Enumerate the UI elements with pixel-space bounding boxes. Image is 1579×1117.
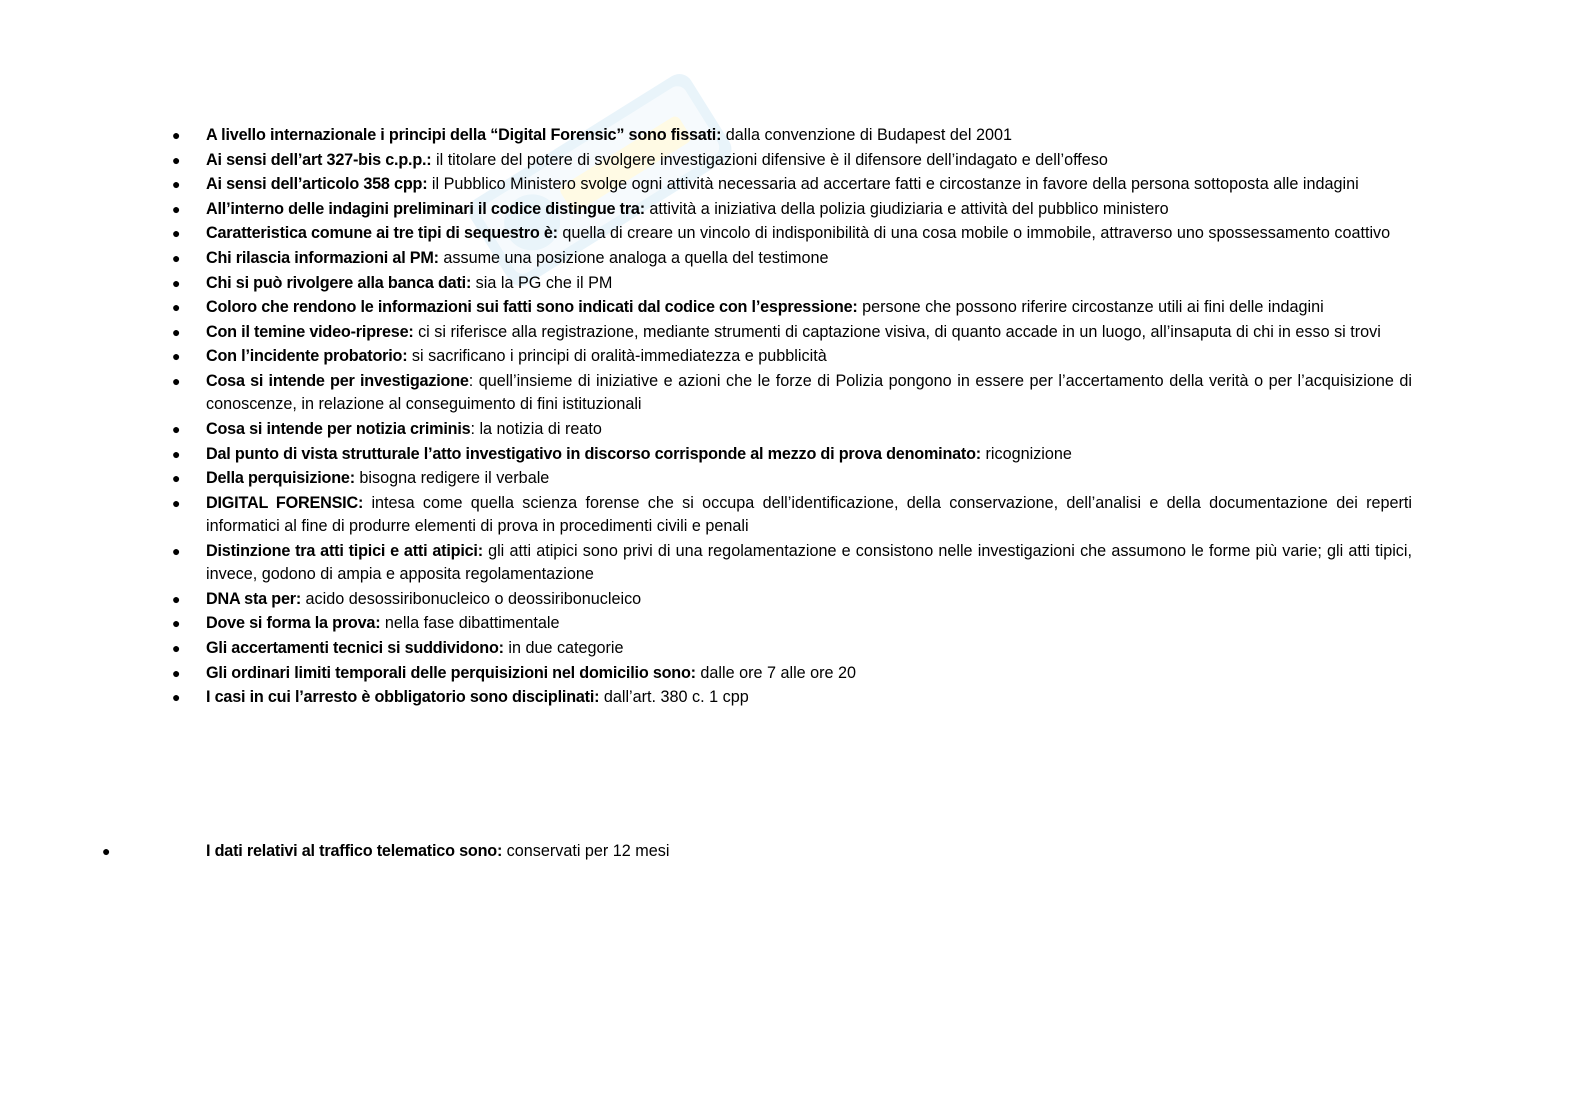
item-definition: dalle ore 7 alle ore 20 — [695, 663, 857, 682]
item-term: Distinzione tra atti tipici e atti atipici: — [206, 541, 483, 560]
item-definition: quella di creare un vincolo di indisponibilità di una cosa mobile o immobile, attraverso uno spossessamento coattivo — [557, 224, 1391, 243]
item-term: DNA sta per: — [206, 589, 302, 608]
bullet-icon: ● — [172, 420, 181, 437]
bullet-icon: ● — [172, 470, 181, 487]
bullet-icon: ● — [172, 151, 181, 168]
list-item — [172, 173, 1412, 196]
list-item — [172, 686, 1412, 709]
item-definition: ricognizione — [981, 444, 1072, 463]
bullet-icon: ● — [172, 372, 181, 389]
item-definition: il Pubblico Ministero svolge ogni attività necessaria ad accertare fatti e circostanze in favore della persona sottoposta alle indagini — [427, 175, 1359, 194]
item-definition: attività a iniziativa della polizia giudiziaria e attività del pubblico ministero — [644, 199, 1169, 218]
item-definition: persone che possono riferire circostanze utili ai fini delle indagini — [857, 298, 1324, 317]
item-definition: bisogna redigere il verbale — [354, 469, 550, 488]
item-definition: il titolare del potere di svolgere investigazioni difensive è il difensore dell’indagato e dell’offeso — [431, 150, 1108, 169]
list-item — [172, 418, 1412, 441]
list-item — [172, 588, 1412, 611]
bullet-icon: ● — [172, 200, 181, 217]
item-term: Chi rilascia informazioni al PM: — [206, 248, 439, 267]
item-definition: : quell’insieme di iniziative e azioni che le forze di Polizia pongono in essere per l’accertamento della verità o per l’acquisizione di conoscenze, in relazione al conseguimento di fini istituzionali — [206, 371, 1412, 414]
item-definition: in due categorie — [503, 638, 624, 657]
bullet-icon: ● — [172, 249, 181, 266]
list-item — [172, 662, 1412, 685]
item-term: Gli ordinari limiti temporali delle perquisizioni nel domicilio sono: — [206, 663, 696, 682]
item-definition: : la notizia di reato — [470, 419, 602, 438]
item-definition: conservati per 12 mesi — [502, 842, 670, 860]
bullet-icon: ● — [102, 843, 111, 859]
item-term: Cosa si intende per notizia criminis — [206, 419, 471, 438]
list-item — [172, 124, 1412, 147]
bullet-icon: ● — [172, 445, 181, 462]
item-term: A livello internazionale i principi della “Digital Forensic” sono fissati: — [206, 126, 722, 144]
list-item — [172, 443, 1412, 466]
bullet-icon: ● — [172, 639, 181, 656]
item-definition: sia la PG che il PM — [471, 273, 613, 292]
item-definition: assume una posizione analoga a quella del testimone — [438, 248, 829, 267]
item-definition: nella fase dibattimentale — [380, 614, 560, 633]
list-item — [172, 247, 1412, 270]
list-item — [172, 637, 1412, 660]
item-term: Della perquisizione: — [206, 469, 355, 488]
item-term: Ai sensi dell’art 327-bis c.p.p.: — [206, 150, 432, 169]
item-term: Con il temine video-riprese: — [206, 322, 414, 341]
list-item — [172, 149, 1412, 172]
item-term: Con l’incidente probatorio: — [206, 347, 408, 366]
item-definition: gli atti atipici sono privi di una regolamentazione e consistono nelle investigazioni che assumono le forme più varie; gli atti tipici, invece, godono di ampia e apposita regolamentazione — [206, 541, 1412, 584]
item-term: All’interno delle indagini preliminari il codice distingue tra: — [206, 199, 645, 218]
list-item — [172, 492, 1412, 539]
list-item — [172, 467, 1412, 490]
item-definition: acido desossiribonucleico o deossiribonucleico — [301, 589, 642, 608]
bullet-icon: ● — [172, 127, 181, 143]
bullet-icon: ● — [172, 299, 181, 316]
definitions-list — [172, 124, 1412, 711]
item-term: Caratteristica comune ai tre tipi di sequestro è: — [206, 224, 558, 243]
bullet-icon: ● — [172, 323, 181, 340]
item-term: Gli accertamenti tecnici si suddividono: — [206, 638, 504, 657]
list-item — [172, 222, 1412, 245]
list-item — [172, 296, 1412, 319]
item-term: DIGITAL FORENSIC: — [206, 493, 364, 512]
bullet-icon: ● — [172, 348, 181, 365]
bullet-icon: ● — [172, 225, 181, 242]
bullet-icon: ● — [172, 494, 181, 511]
bullet-icon: ● — [172, 590, 181, 607]
item-term: Cosa si intende per investigazione — [206, 371, 469, 390]
list-item — [172, 345, 1412, 368]
item-term: Dal punto di vista strutturale l’atto investigativo in discorso corrisponde al mezzo di prova denominato: — [206, 444, 982, 463]
bullet-icon: ● — [172, 615, 181, 632]
item-term: Ai sensi dell’articolo 358 cpp: — [206, 175, 428, 194]
item-term: Chi si può rivolgere alla banca dati: — [206, 273, 472, 292]
list-item — [172, 321, 1412, 344]
item-term: I casi in cui l’arresto è obbligatorio sono disciplinati: — [206, 688, 600, 707]
list-item — [172, 198, 1412, 221]
bullet-icon: ● — [172, 542, 181, 559]
item-term: Coloro che rendono le informazioni sui fatti sono indicati dal codice con l’espressione: — [206, 298, 858, 317]
item-definition: si sacrificano i principi di oralità-immediatezza e pubblicità — [407, 347, 827, 366]
bullet-icon: ● — [172, 689, 181, 706]
list-item — [172, 370, 1412, 417]
list-item — [172, 540, 1412, 587]
item-definition: dall’art. 380 c. 1 cpp — [599, 688, 749, 707]
item-definition: ci si riferisce alla registrazione, mediante strumenti di captazione visiva, di quanto accade in un luogo, all’insaputa di chi in esso si trovi — [413, 322, 1381, 341]
bullet-icon: ● — [172, 274, 181, 291]
list-item — [172, 272, 1412, 295]
item-term: Dove si forma la prova: — [206, 614, 381, 633]
list-item — [172, 612, 1412, 635]
item-definition: intesa come quella scienza forense che si occupa dell’identificazione, della conservazione, dell’analisi e della documentazione dei reperti informatici al fine di produrre elementi di prova in procedimenti civili e penali — [206, 493, 1412, 536]
item-term: I dati relativi al traffico telematico sono: — [206, 842, 503, 860]
bullet-icon: ● — [172, 176, 181, 193]
bullet-icon: ● — [172, 664, 181, 681]
item-definition: dalla convenzione di Budapest del 2001 — [721, 126, 1012, 144]
